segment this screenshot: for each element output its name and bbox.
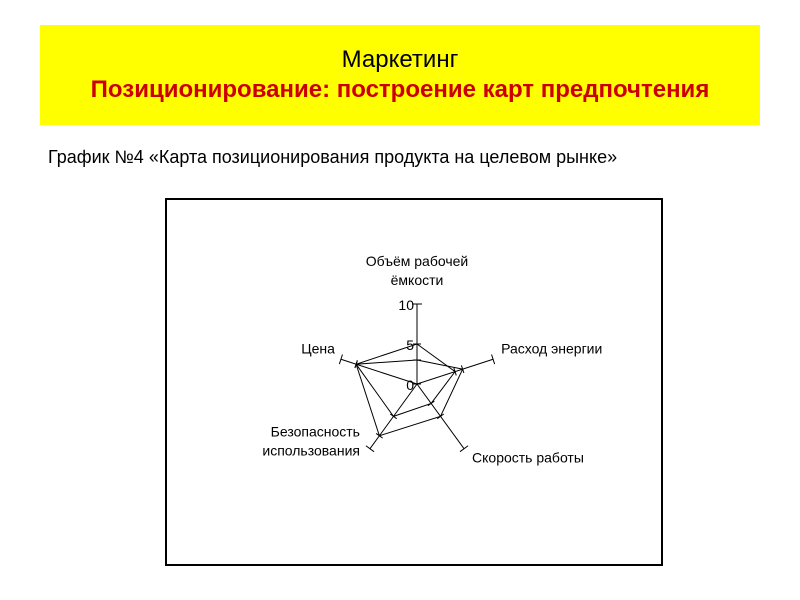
axis-label: Безопасность: [270, 423, 360, 440]
data-point: [428, 401, 434, 406]
axis-label: Цена: [301, 340, 335, 357]
scale-tick-label: 5: [406, 337, 414, 353]
axis-label: Скорость работы: [472, 449, 584, 466]
title-banner: [40, 25, 760, 125]
axis-label: Расход энергии: [501, 340, 603, 357]
scale-tick-label: 0: [406, 377, 414, 393]
axis-label: Объём рабочей: [365, 253, 469, 269]
slide-subtitle: Позиционирование: построение карт предпочтения: [90, 76, 710, 103]
axis-label: ёмкости: [390, 272, 444, 288]
chart-caption: График №4 «Карта позиционирования продукта на целевом рынке»: [48, 147, 618, 167]
radar-chart: [167, 200, 661, 564]
data-point: [437, 414, 443, 419]
data-point: [390, 414, 396, 419]
slide-title: Маркетинг: [341, 46, 459, 73]
scale-tick-label: 10: [398, 297, 414, 313]
axis-end-tick: [460, 446, 468, 452]
axis-label: использования: [262, 442, 360, 459]
chart-frame: [165, 198, 663, 566]
data-point: [376, 433, 382, 438]
axis-end-tick: [366, 446, 374, 452]
